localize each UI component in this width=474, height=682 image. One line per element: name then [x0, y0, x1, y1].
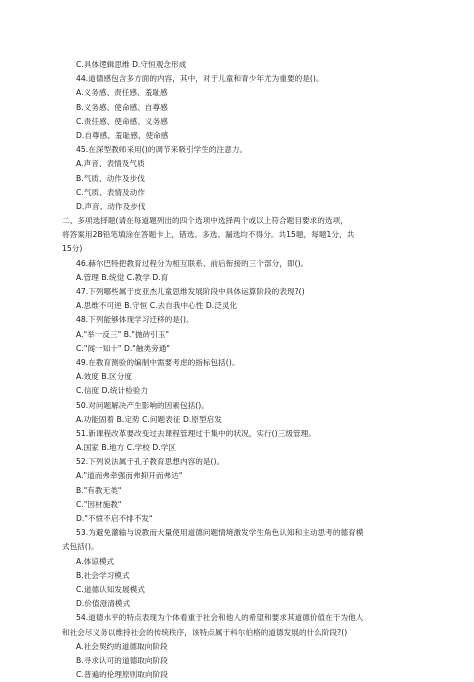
question-50: 50.对问题解决产生影响的因素包括()。	[76, 400, 209, 410]
option-line: C.普遍的伦理原则取向阶段	[76, 670, 168, 680]
option-line: C.具体逻辑思维 D.守恒观念形成	[76, 60, 187, 69]
option-line: B.气质、动作及步伐	[76, 173, 145, 183]
option-line: A.思维不可逆 B.守恒 C.去自我中心性 D.泛灵化	[76, 301, 238, 311]
option-line: D.声音、动作及步伐	[76, 201, 146, 211]
option-line: A."举一反三" B."抛砖引玉"	[76, 329, 170, 339]
option-line: A.功能固着 B.定势 C.问题表征 D.原型启发	[76, 414, 222, 424]
option-line: D.自尊感、羞耻感、使命感	[76, 130, 169, 140]
question-51: 51.新课程改革要改变过去课程管理过于集中的状况，实行()三级管理。	[76, 428, 316, 438]
question-54-continued: 和社会尽义务以维持社会的传统秩序，该特点属于科尔伯格的道德发展的什么阶段?()	[62, 627, 348, 637]
question-53: 53.为避免灌输与说教而大量使用道德问题情境激发学生角色认知和主动思考的德育模	[76, 528, 364, 538]
option-line: C.道德认知发展模式	[76, 584, 145, 594]
question-46: 46.赫尔巴特把教育过程分为相互联系、前后衔接的三个部分，即()。	[76, 258, 309, 268]
section-instructions: 将答案用2B铅笔填涂在答题卡上，错选、多选、漏选均不得分。共15题，每题1分，共	[62, 230, 355, 240]
option-line: A.效度 B.区分度	[76, 372, 132, 382]
option-line: B."有教无类"	[76, 485, 122, 495]
question-47: 47.下列哪些属于皮亚杰儿童思维发展阶段中具体运算阶段的表现?()	[76, 287, 305, 296]
section-heading: 二、多项选择题(请在每道题列出的四个选项中选择两个或以上符合题目要求的选项，	[62, 216, 348, 226]
section-instructions-end: 15分)	[62, 244, 83, 254]
option-line: C."因材施教"	[76, 499, 122, 509]
question-53-continued: 式包括()。	[62, 542, 99, 552]
option-line: A.社会契约的道德取向阶段	[76, 641, 168, 651]
option-line: D.价值澄清模式	[76, 599, 131, 609]
option-line: C.气质、表情及动作	[76, 187, 145, 197]
option-line: B.寻求认可的道德取向阶段	[76, 655, 168, 665]
question-45: 45.在深型教师采用()的调节来吸引学生的注意力。	[76, 145, 248, 155]
option-line: C.责任感、使命感、义务感	[76, 116, 168, 126]
option-line: B.义务感、使命感、自尊感	[76, 102, 168, 112]
option-line: A.体谅模式	[76, 556, 115, 566]
option-line: A.义务感、责任感、羞耻感	[76, 88, 168, 98]
option-line: C.信度 D.统计检验力	[76, 386, 149, 396]
option-line: D."不愤不启不悱不发"	[76, 514, 153, 523]
option-line: A.声音、表情及气质	[76, 159, 145, 169]
option-line: B.社会学习模式	[76, 570, 130, 580]
question-44: 44.道德感包含多方面的内容，其中，对于儿童和青少年尤为重要的是()。	[76, 74, 324, 84]
question-52: 52.下列说法属于孔子教育思想内容的是()。	[76, 457, 225, 467]
option-line: C."闻一知十" D."触类旁通"	[76, 343, 170, 353]
question-54: 54.道德水平的特点表现为个体看重于社会和他人的希望和要求其道德价值在于为他人	[76, 613, 364, 623]
option-line: A.管理 B.统觉 C.教学 D.育	[76, 272, 169, 282]
question-49: 49.在教育测验的编制中需要考虑的指标包括()。	[76, 357, 240, 367]
option-line: A."道而弗牵强而弗抑开而弗达"	[76, 471, 183, 481]
question-48: 48.下列能够体现学习迁移的是()。	[76, 315, 194, 325]
option-line: A.国家 B.地方 C.学校 D.学区	[76, 443, 177, 453]
